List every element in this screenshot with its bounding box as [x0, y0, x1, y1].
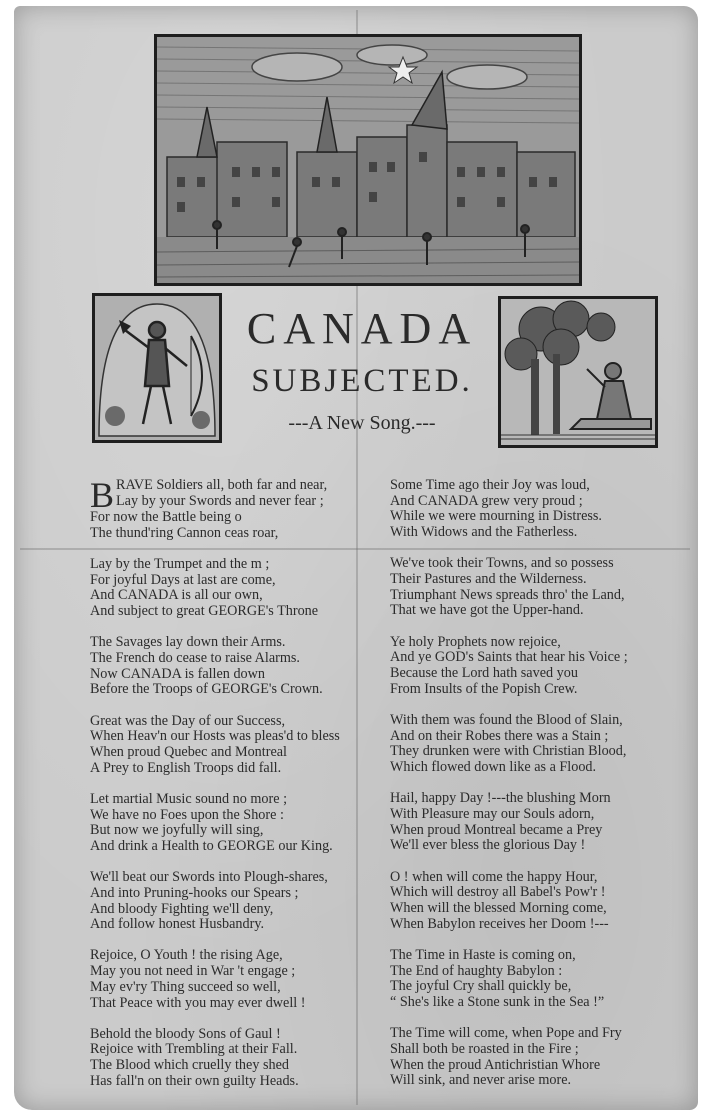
- stanza-right-6: [390, 870, 690, 933]
- verse-line: Which flowed down like as a Flood.: [390, 759, 597, 776]
- stanza-left-3: [90, 635, 360, 698]
- verse-line: Let martial Music sound no more ;: [90, 790, 288, 807]
- verse-line: But now we joyfully will sing,: [90, 822, 264, 839]
- verse-line: Has fall'n on their own guilty Heads.: [90, 1072, 299, 1089]
- stanza-right-2: [390, 556, 690, 619]
- verse-line: O ! when will come the happy Hour,: [390, 868, 598, 885]
- stanza-right-5: [390, 791, 690, 854]
- verse-line: Now CANADA is fallen down: [90, 665, 265, 682]
- verse-line: Shall both be roasted in the Fire ;: [390, 1040, 579, 1057]
- stanza-right-4: [390, 713, 690, 776]
- verse-line: Which will destroy all Babel's Pow'r !: [390, 884, 606, 901]
- verse-line: We've took their Towns, and so possess: [390, 555, 614, 572]
- verse-line: And drink a Health to GEORGE our King.: [90, 837, 333, 854]
- verse-line: The End of haughty Babylon :: [390, 962, 563, 979]
- verse-line: Before the Troops of GEORGE's Crown.: [90, 681, 323, 698]
- verse-line: For joyful Days at last are come,: [90, 571, 276, 588]
- verse-line: The Savages lay down their Arms.: [90, 634, 286, 651]
- verse-line: When the proud Antichristian Whore: [390, 1056, 601, 1073]
- verse-line: And into Pruning-hooks our Spears ;: [90, 884, 299, 901]
- verse-line: When proud Quebec and Montreal: [90, 743, 287, 760]
- title-subjected: SUBJECTED.: [251, 363, 473, 399]
- verse-line: And subject to great GEORGE's Throne: [90, 603, 319, 620]
- verse-line: When will the blessed Morning come,: [390, 899, 607, 916]
- verse-line: The French do cease to raise Alarms.: [90, 649, 300, 666]
- verse-line: That Peace with you may ever dwell !: [90, 994, 306, 1011]
- verse-line: Because the Lord hath saved you: [390, 665, 578, 682]
- verse-line: Hail, happy Day !---the blushing Morn: [390, 790, 611, 807]
- verse-line: With Widows and the Fatherless.: [390, 524, 578, 541]
- verse-line: Their Pastures and the Wilderness.: [390, 571, 587, 588]
- verse-line: Triumphant News spreads thro' the Land,: [390, 586, 625, 603]
- verse-line: When proud Montreal became a Prey: [390, 821, 603, 838]
- verse-line: When Babylon receives her Doom !---: [390, 915, 609, 932]
- stanza-right-7: [390, 948, 690, 1011]
- stanza-left-4: [90, 714, 360, 777]
- verse-line: Ye holy Prophets now rejoice,: [390, 633, 561, 650]
- verse-line: We have no Foes upon the Shore :: [90, 806, 284, 823]
- stanza-right-8: [390, 1026, 690, 1089]
- verse-line: Rejoice, O Youth ! the rising Age,: [90, 947, 283, 964]
- verse-line: The thund'ring Cannon ceas roar,: [90, 524, 279, 541]
- verse-line: May ev'ry Thing succeed so well,: [90, 978, 281, 995]
- stanza-left-2: [90, 557, 360, 620]
- verse-line: The Time will come, when Pope and Fry: [390, 1025, 622, 1042]
- verse-line: For now the Battle being o: [90, 509, 242, 525]
- verse-line: When Heav'n our Hosts was pleas'd to bless: [90, 728, 340, 745]
- woodcut-seated-figure-under-tree: [498, 296, 658, 448]
- woodcut-native-figure: [92, 293, 222, 443]
- verse-column-right: [390, 478, 690, 1105]
- stanza-left-8: [90, 1027, 360, 1090]
- verse-line: And follow honest Husbandry.: [90, 916, 265, 933]
- verse-line: They drunken were with Christian Blood,: [390, 743, 627, 760]
- verse-line: The Time in Haste is coming on,: [390, 946, 576, 963]
- verse-line: With Pleasure may our Souls adorn,: [390, 805, 595, 822]
- verse-column-left: [90, 475, 360, 1105]
- verse-line: Lay by your Swords and never fear ;: [116, 492, 324, 509]
- verse-line: And CANADA is all our own,: [90, 587, 263, 604]
- verse-line: And CANADA grew very proud ;: [390, 492, 583, 509]
- verse-line: Rejoice with Trembling at their Fall.: [90, 1041, 298, 1058]
- drop-cap: B: [90, 475, 115, 515]
- stanza-left-7: [90, 948, 360, 1011]
- verse-line: From Insults of the Popish Crew.: [390, 680, 578, 697]
- verse-line: We'll beat our Swords into Plough-shares,: [90, 869, 328, 886]
- song-subtitle: ---A New Song.---: [288, 412, 436, 434]
- stanza-right-3: [390, 635, 690, 698]
- verse-line: And bloody Fighting we'll deny,: [90, 900, 274, 917]
- woodcut-town-scene: [154, 34, 582, 286]
- verse-line: With them was found the Blood of Slain,: [390, 711, 623, 728]
- verse-line: May you not need in War 't engage ;: [90, 963, 296, 980]
- verse-line: “ She's like a Stone sunk in the Sea !”: [390, 993, 605, 1010]
- verse-line: While we were mourning in Distress.: [390, 508, 602, 525]
- title-canada: CANADA: [246, 304, 478, 353]
- stanza-left-6: [90, 870, 360, 933]
- verse-line: Behold the bloody Sons of Gaul !: [90, 1025, 281, 1042]
- verse-line: RAVE Soldiers all, both far and near,: [116, 477, 328, 493]
- verse-line: The joyful Cry shall quickly be,: [390, 978, 572, 995]
- verse-line: And on their Robes there was a Stain ;: [390, 727, 609, 744]
- verse-line: Some Time ago their Joy was loud,: [390, 477, 590, 493]
- verse-line: A Prey to English Troops did fall.: [90, 759, 282, 776]
- stanza-left-1: [90, 475, 360, 541]
- verse-line: We'll ever bless the glorious Day !: [390, 837, 586, 854]
- verse-line: Will sink, and never arise more.: [390, 1072, 572, 1089]
- verse-line: Lay by the Trumpet and the m ;: [90, 555, 270, 572]
- stanza-left-5: [90, 792, 360, 855]
- verse-line: And ye GOD's Saints that hear his Voice ;: [390, 649, 628, 666]
- verse-line: That we have got the Upper-hand.: [390, 602, 584, 619]
- verse-line: The Blood which cruelly they shed: [90, 1057, 289, 1074]
- stanza-right-1: [390, 478, 690, 541]
- verse-line: Great was the Day of our Success,: [90, 712, 286, 729]
